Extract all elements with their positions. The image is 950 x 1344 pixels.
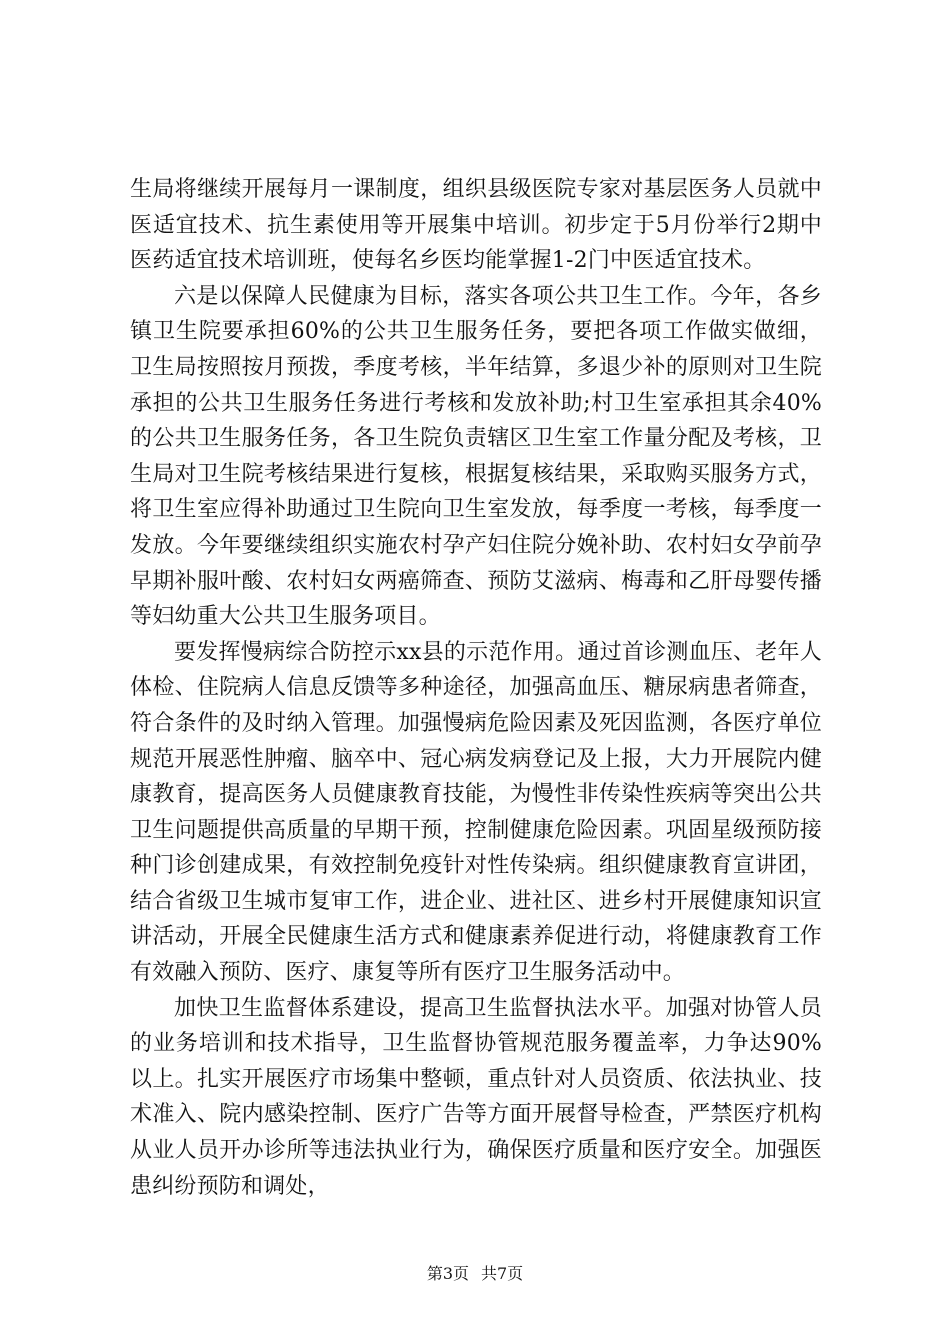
paragraph-chronic-disease: 要发挥慢病综合防控示xx县的示范作用。通过首诊测血压、老年人体检、住院病人信息反馈等多种途径，加强高血压、糖尿病患者筛查，符合条件的及时纳入管理。加强慢病危险因素及死因监测，各医疗单位规范开展恶性肿瘤、脑卒中、冠心病发病登记及上报，大力开展院内健康教育，提高医务人员健康教育技能，为慢性非传染性疾病等突出公共卫生问题提供高质量的早期干预，控制健康危险因素。巩固星级预防接种门诊创建成果，有效控制免疫针对性传染病。组织健康教育宣讲团，结合省级卫生城市复审工作，进企业、进社区、进乡村开展健康知识宣讲活动，开展全民健康生活方式和健康素养促进行动，将健康教育工作有效融入预防、医疗、康复等所有医疗卫生服务活动中。 xyxy=(130,639,822,986)
page-footer xyxy=(0,1264,950,1284)
page-number: 第3页 xyxy=(426,1264,469,1283)
paragraph-public-health: 六是以保障人民健康为目标，落实各项公共卫生工作。今年，各乡镇卫生院要承担60%的公共卫生服务任务，要把各项工作做实做细，卫生局按照按月预拨，季度考核，半年结算，多退少补的原则对卫生院承担的公共卫生服务任务进行考核和发放补助;村卫生室承担其余40%的公共卫生服务任务，各卫生院负责辖区卫生室工作量分配及考核，卫生局对卫生院考核结果进行复核，根据复核结果，采取购买服务方式，将卫生室应得补助通过卫生院向卫生室发放，每季度一考核，每季度一发放。今年要继续组织实施农村孕产妇住院分娩补助、农村妇女孕前孕早期补服叶酸、农村妇女两癌筛查、预防艾滋病、梅毒和乙肝母婴传播等妇幼重大公共卫生服务项目。 xyxy=(130,283,822,630)
paragraph-continuation: 生局将继续开展每月一课制度，组织县级医院专家对基层医务人员就中医适宜技术、抗生素使用等开展集中培训。初步定于5月份举行2期中医药适宜技术培训班，使每名乡医均能掌握1-2门中医适宜技术。 xyxy=(130,177,822,274)
page-total: 共7页 xyxy=(481,1264,524,1283)
document-body xyxy=(130,172,822,1204)
paragraph-health-supervision: 加快卫生监督体系建设，提高卫生监督执法水平。加强对协管人员的业务培训和技术指导，卫生监督协管规范服务覆盖率，力争达90%以上。扎实开展医疗市场集中整顿，重点针对人员资质、依法执业、技术准入、院内感染控制、医疗广告等方面开展督导检查，严禁医疗机构从业人员开办诊所等违法执业行为，确保医疗质量和医疗安全。加强医患纠纷预防和调处， xyxy=(130,995,822,1199)
